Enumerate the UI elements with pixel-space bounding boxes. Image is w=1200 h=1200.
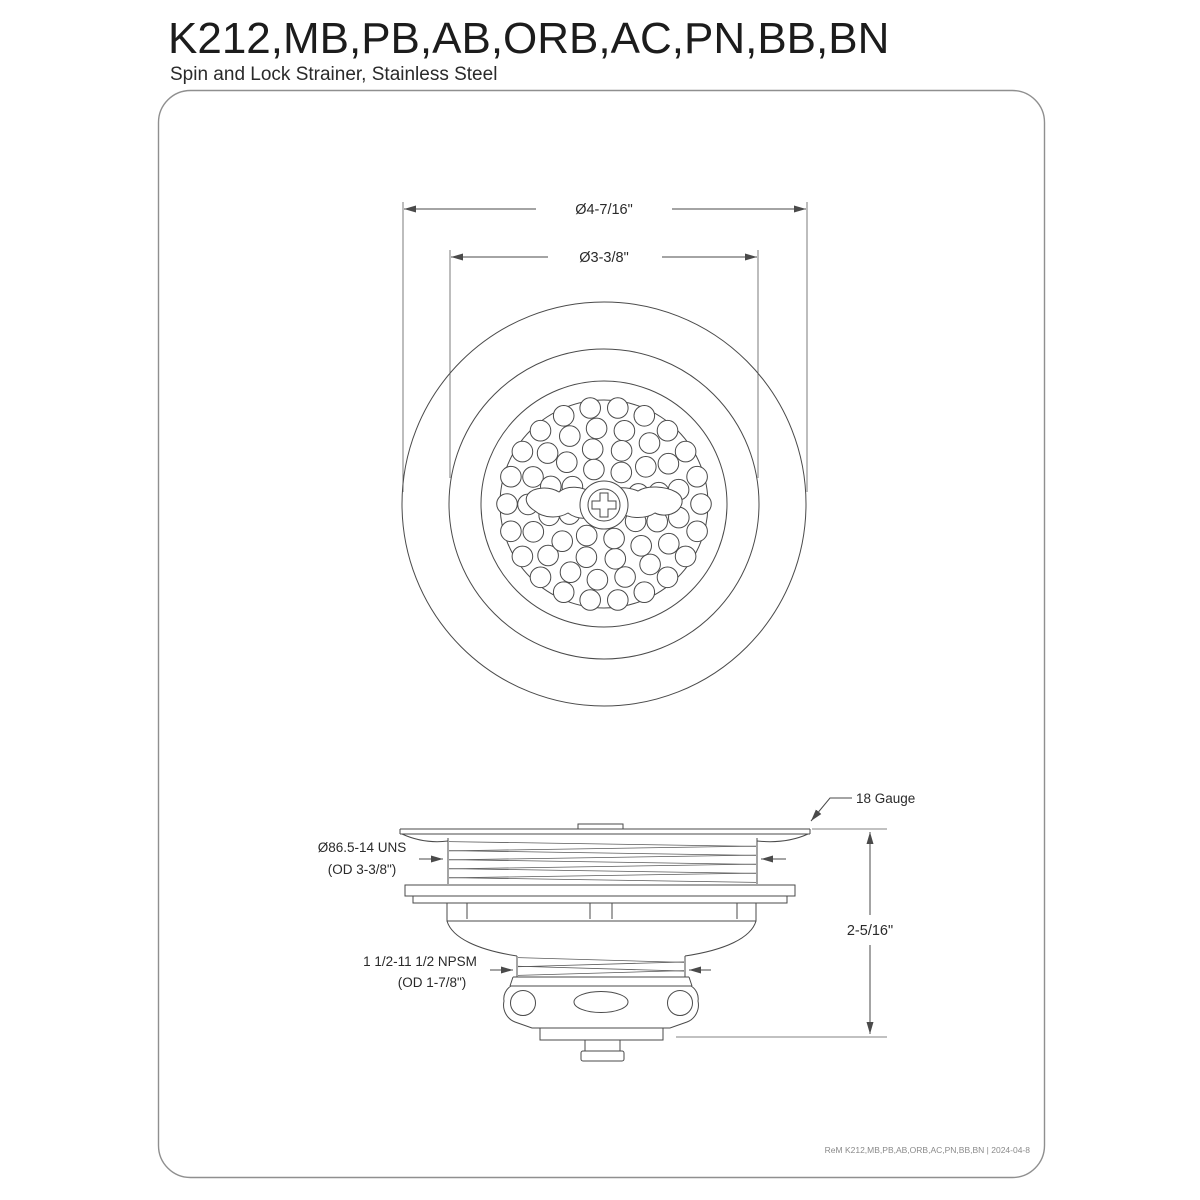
upper-thread-label-line1: Ø86.5-14 UNS bbox=[317, 840, 407, 855]
top-view bbox=[402, 202, 807, 706]
gauge-label: 18 Gauge bbox=[856, 791, 916, 806]
top-flange bbox=[400, 824, 810, 842]
upper-thread-lines bbox=[449, 842, 756, 883]
center-screw bbox=[580, 481, 628, 529]
rim-flange bbox=[405, 885, 795, 903]
extension-lines bbox=[403, 202, 807, 492]
side-view bbox=[318, 791, 916, 1061]
collar-slot bbox=[574, 992, 628, 1013]
revision-footer: ReM K212,MB,PB,AB,ORB,AC,PN,BB,BN | 2024-04-8 bbox=[824, 1145, 1030, 1155]
basket-body bbox=[447, 903, 756, 956]
gauge-callout bbox=[811, 798, 852, 821]
upper-thread-cylinder bbox=[448, 838, 757, 884]
bottom-outlet bbox=[540, 1028, 663, 1061]
thread-diameter-label: Ø3-3/8" bbox=[579, 250, 629, 266]
page-subtitle: Spin and Lock Strainer, Stainless Steel bbox=[170, 64, 498, 85]
lower-thread-label-line2: (OD 1-7/8") bbox=[397, 975, 467, 990]
page-title: K212,MB,PB,AB,ORB,AC,PN,BB,BN bbox=[168, 14, 890, 63]
lock-pin-left bbox=[511, 991, 536, 1016]
lower-thread-lines bbox=[518, 958, 684, 976]
lower-thread-label-line1: 1 1/2-11 1/2 NPSM bbox=[363, 954, 477, 969]
height-label: 2-5/16" bbox=[846, 923, 894, 939]
lock-pin-right bbox=[668, 991, 693, 1016]
locking-collar bbox=[504, 986, 699, 1028]
lower-thread-neck bbox=[510, 956, 692, 986]
upper-thread-label-line2: (OD 3-3/8") bbox=[327, 862, 397, 877]
outer-diameter-label: Ø4-7/16" bbox=[575, 202, 633, 218]
